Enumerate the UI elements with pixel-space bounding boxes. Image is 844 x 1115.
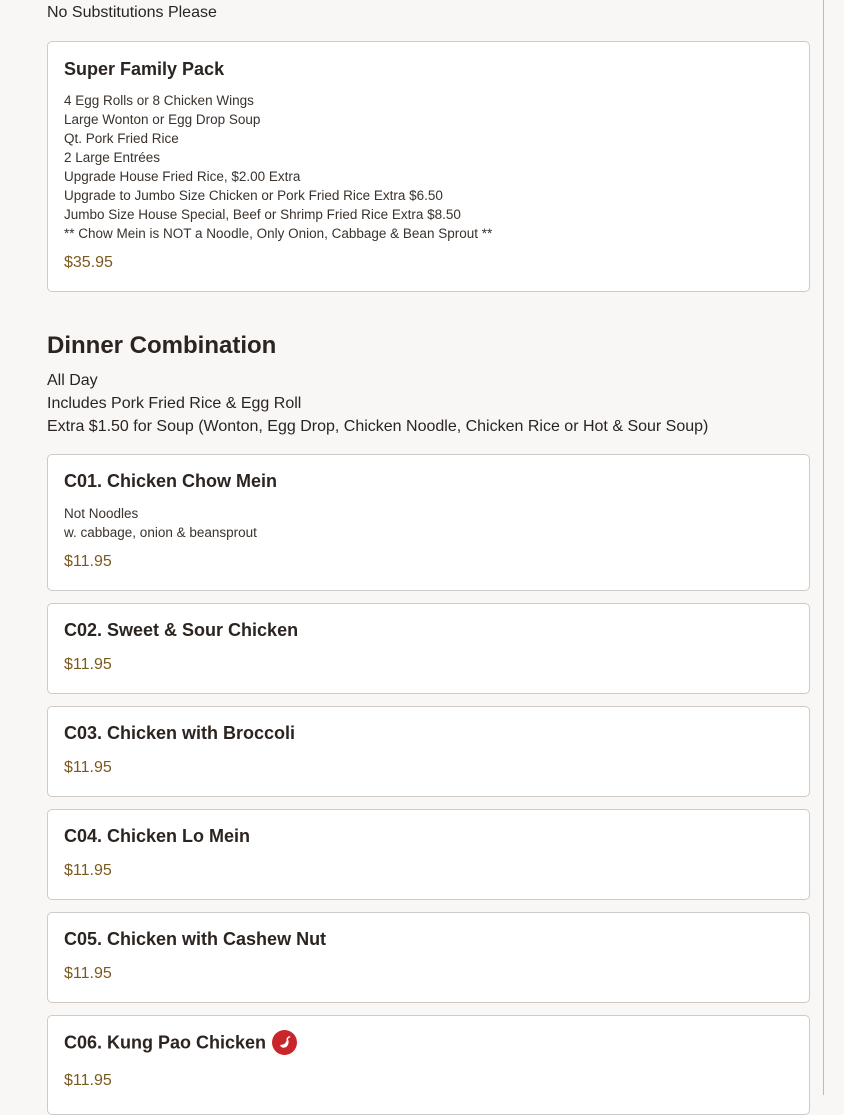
menu-item-title-row	[64, 1031, 297, 1056]
menu-item-description	[64, 91, 492, 243]
description-line: ** Chow Mein is NOT a Noodle, Only Onion, Cabbage & Bean Sprout **	[64, 226, 493, 241]
description-line: w. cabbage, onion & beansprout	[64, 525, 257, 540]
menu-item-c06[interactable]	[47, 1015, 810, 1115]
menu-item-title: C02. Sweet & Sour Chicken	[64, 620, 299, 640]
menu-item-c03[interactable]	[47, 706, 810, 797]
section-description	[47, 369, 708, 438]
menu-item-title: C06. Kung Pao Chicken	[64, 1032, 267, 1053]
menu-item-title: C05. Chicken with Cashew Nut	[64, 929, 327, 949]
menu-item-price: $35.95	[64, 254, 113, 271]
section-title: Dinner Combination	[47, 332, 277, 359]
section-description-line: Extra $1.50 for Soup (Wonton, Egg Drop, Chicken Noodle, Chicken Rice or Hot & Sour Soup)	[47, 418, 709, 435]
description-line: Jumbo Size House Special, Beef or Shrimp Fried Rice Extra $8.50	[64, 207, 461, 222]
section-description-line: All Day	[47, 372, 98, 389]
menu-item-price: $11.95	[64, 553, 112, 570]
menu-item-super-family-pack[interactable]	[47, 41, 810, 292]
menu-item-price: $11.95	[64, 1072, 112, 1089]
description-line: Large Wonton or Egg Drop Soup	[64, 112, 261, 127]
menu-item-c05[interactable]	[47, 912, 810, 1003]
menu-item-c01[interactable]	[47, 454, 810, 591]
menu-item-price: $11.95	[64, 656, 112, 673]
description-line: Qt. Pork Fried Rice	[64, 131, 179, 146]
menu-item-price: $11.95	[64, 862, 112, 879]
description-line: Upgrade to Jumbo Size Chicken or Pork Fried Rice Extra $6.50	[64, 188, 443, 203]
section-description-line: Includes Pork Fried Rice & Egg Roll	[47, 395, 302, 412]
menu-item-c02[interactable]	[47, 603, 810, 694]
menu-item-price: $11.95	[64, 965, 112, 982]
page-right-border	[823, 0, 824, 1095]
no-substitutions-note: No Substitutions Please	[47, 4, 217, 21]
menu-item-price: $11.95	[64, 759, 112, 776]
description-line: 2 Large Entrées	[64, 150, 161, 165]
menu-item-c04[interactable]	[47, 809, 810, 900]
menu-item-description	[64, 504, 257, 542]
spicy-pepper-icon	[272, 1030, 297, 1055]
description-line: Not Noodles	[64, 506, 139, 521]
menu-item-title: C03. Chicken with Broccoli	[64, 723, 296, 743]
description-line: 4 Egg Rolls or 8 Chicken Wings	[64, 93, 254, 108]
menu-item-title: Super Family Pack	[64, 59, 225, 79]
description-line: Upgrade House Fried Rice, $2.00 Extra	[64, 169, 301, 184]
menu-item-title: C04. Chicken Lo Mein	[64, 826, 251, 846]
menu-item-title: C01. Chicken Chow Mein	[64, 471, 278, 491]
